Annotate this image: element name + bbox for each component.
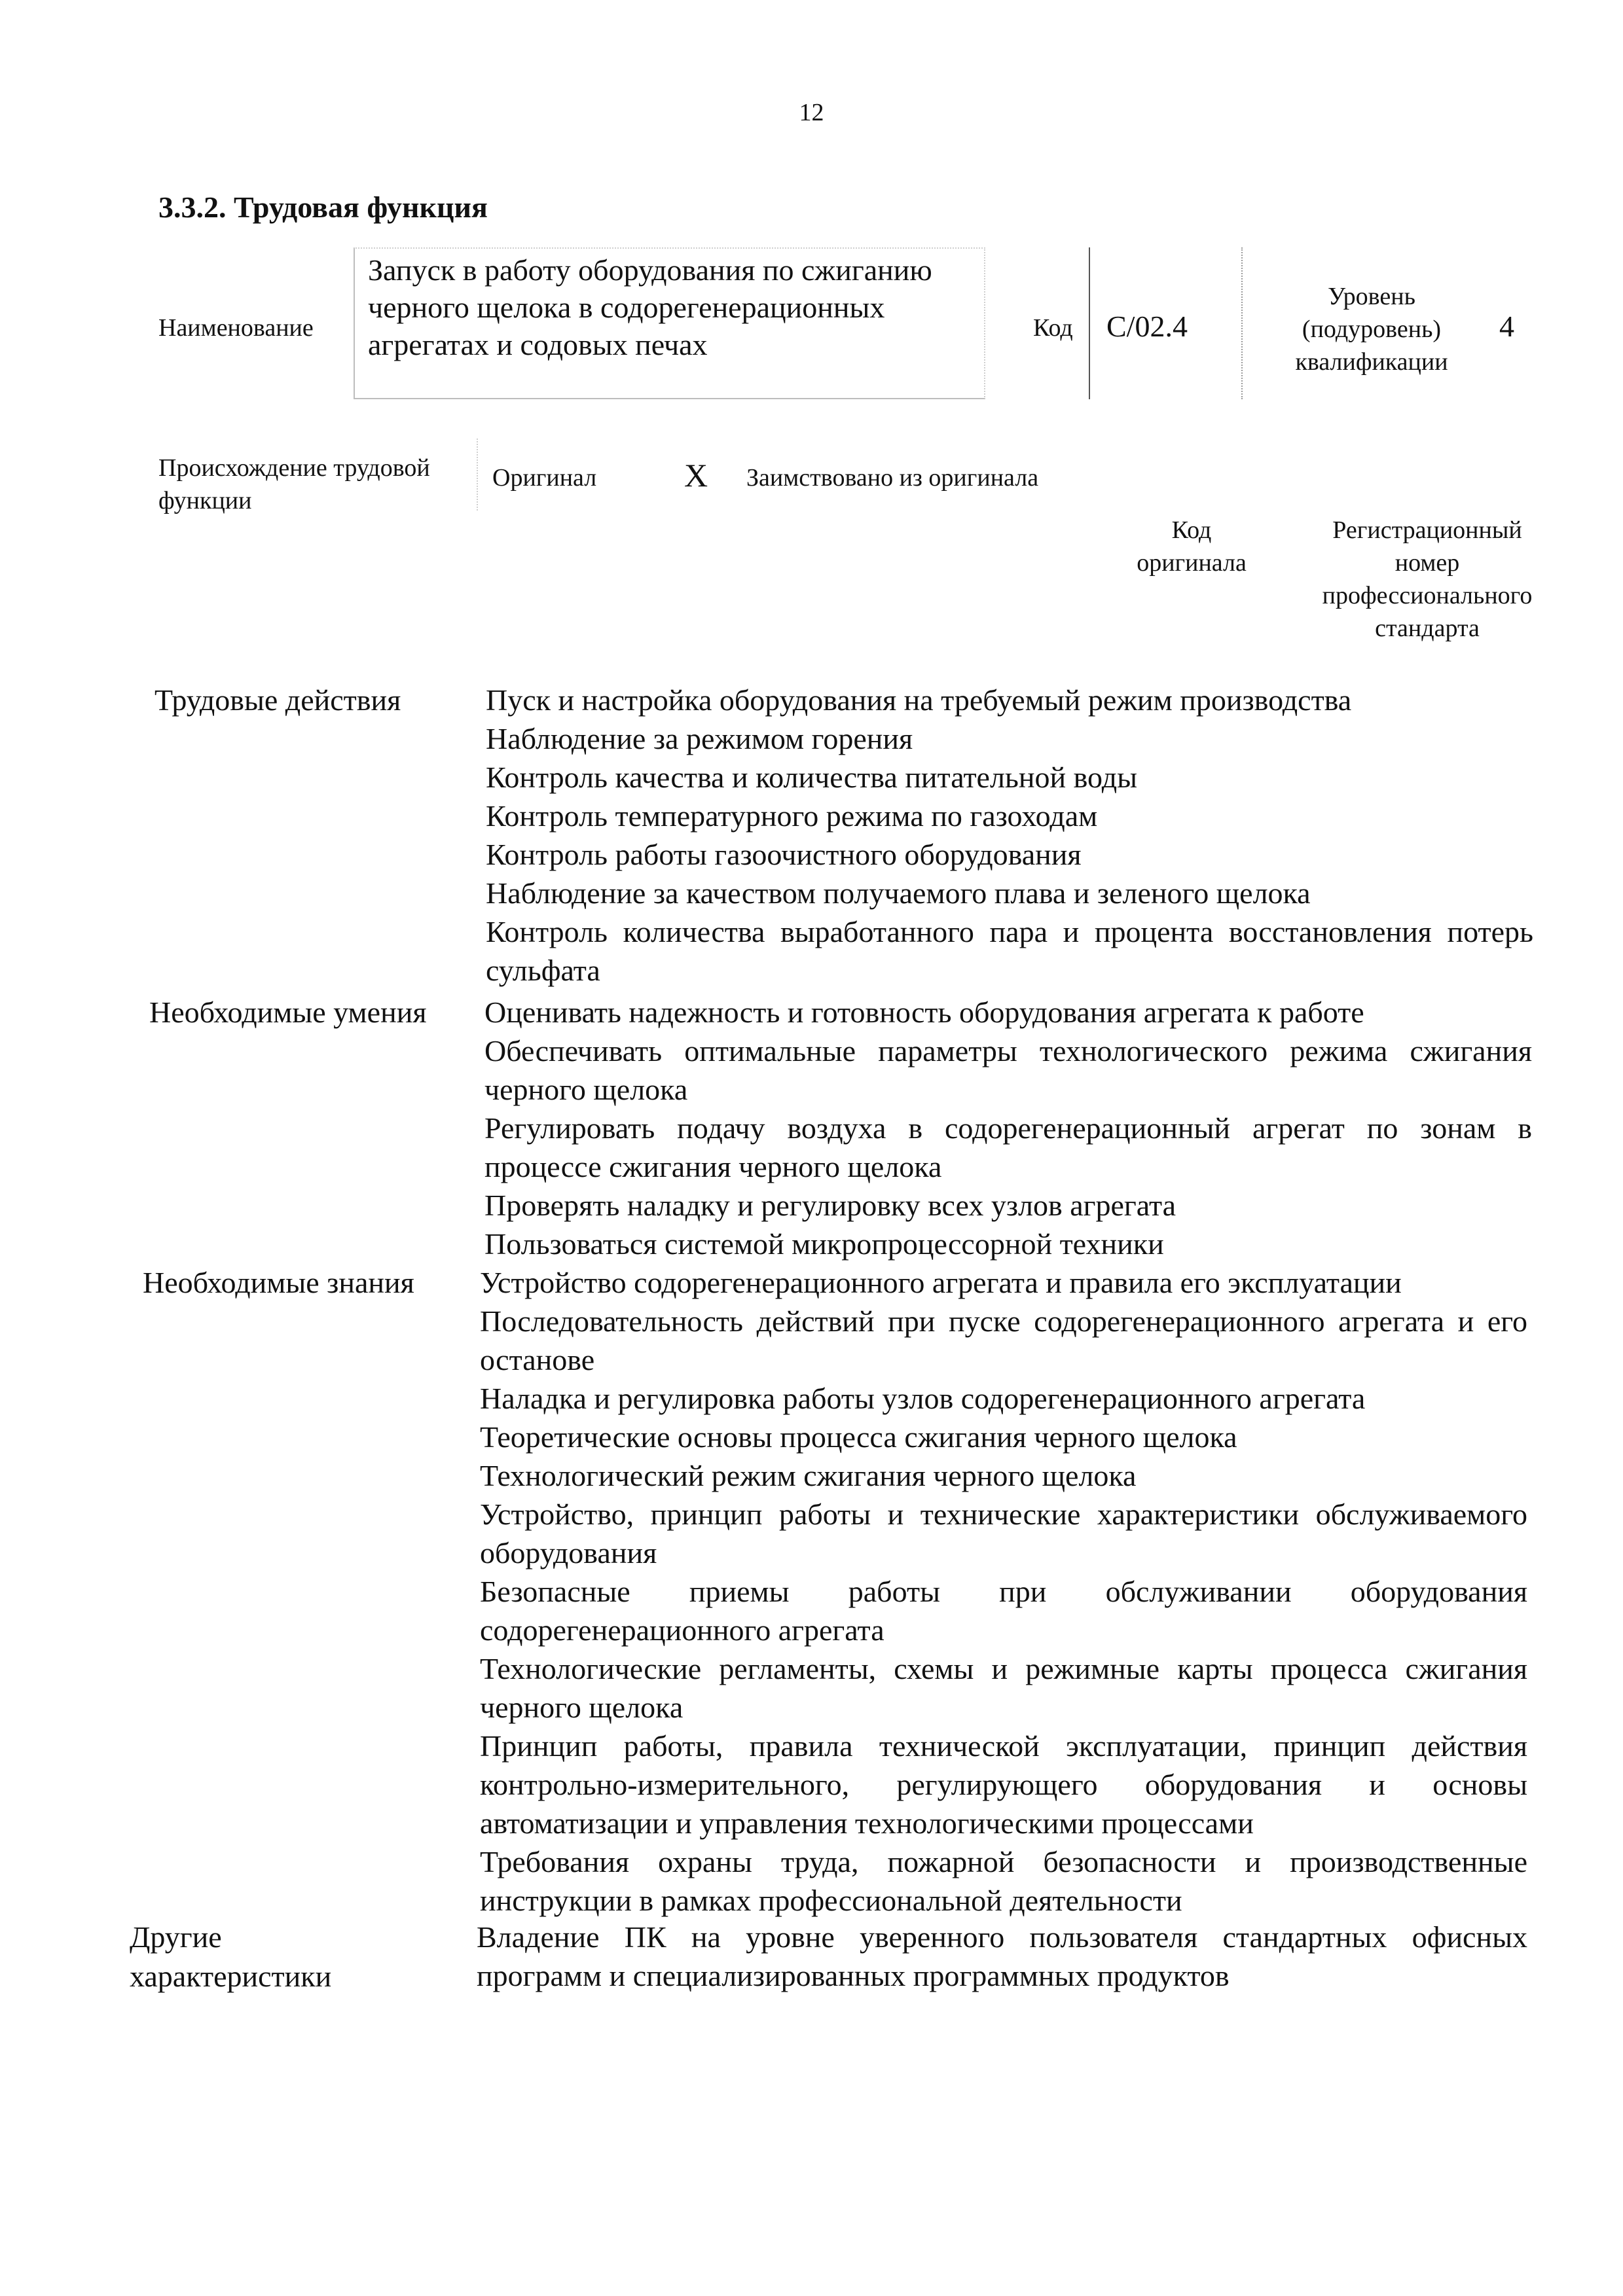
qualification-level-label: Уровень (подуровень) квалификации	[1295, 283, 1448, 376]
list-item: Требования охраны труда, пожарной безопасности и производственные инструкции в рамках профессиональной деятельности	[480, 1845, 1527, 1917]
section-title: 3.3.2. Трудовая функция	[158, 190, 488, 224]
labor-actions-list	[486, 681, 1533, 990]
borrowed-label: Заимствовано из оригинала	[746, 464, 1039, 492]
other-characteristics-list	[477, 1918, 1527, 1995]
list-item: Безопасные приемы работы при обслуживании оборудования содорегенерационного агрегата	[480, 1575, 1527, 1647]
list-item: Контроль работы газоочистного оборудования	[486, 838, 1082, 871]
list-item: Контроль температурного режима по газоходам	[486, 799, 1098, 833]
list-item: Технологический режим сжигания черного щелока	[480, 1459, 1137, 1492]
original-label: Оригинал	[492, 464, 597, 492]
list-item: Технологические регламенты, схемы и режимные карты процесса сжигания черного щелока	[480, 1652, 1527, 1724]
original-mark: X	[684, 457, 708, 493]
list-item: Теоретические основы процесса сжигания черного щелока	[480, 1420, 1237, 1454]
list-item: Устройство, принцип работы и технические характеристики обслуживаемого оборудования	[480, 1498, 1527, 1570]
list-item: Последовательность действий при пуске содорегенерационного агрегата и его останове	[480, 1304, 1527, 1376]
list-item: Обеспечивать оптимальные параметры технологического режима сжигания черного щелока	[484, 1034, 1532, 1106]
required-skills-label: Необходимые умения	[149, 996, 427, 1029]
labor-actions-label: Трудовые действия	[155, 683, 401, 717]
page-number: 12	[799, 99, 824, 126]
code-label: Код	[1033, 314, 1073, 342]
other-characteristics-label: Другие характеристики	[130, 1920, 332, 1993]
list-item: Владение ПК на уровне уверенного пользователя стандартных офисных программ и специализированных программных продуктов	[477, 1920, 1527, 1992]
list-item: Принцип работы, правила технической эксплуатации, принцип действия контрольно-измерительного, регулирующего оборудования и основы автоматизации и управления технологическими процессами	[480, 1729, 1527, 1840]
code-value: C/02.4	[1106, 310, 1188, 343]
list-item: Пользоваться системой микропроцессорной техники	[484, 1227, 1164, 1261]
list-item: Контроль качества и количества питательной воды	[486, 761, 1138, 794]
list-item: Пуск и настройка оборудования на требуемый режим производства	[486, 683, 1352, 717]
list-item: Наблюдение за качеством получаемого плава и зеленого щелока	[486, 876, 1311, 910]
required-knowledge-label: Необходимые знания	[143, 1266, 414, 1299]
list-item: Наблюдение за режимом горения	[486, 722, 913, 755]
required-skills-list	[484, 993, 1532, 1263]
required-knowledge-list	[480, 1263, 1527, 1920]
list-item: Контроль количества выработанного пара и процента восстановления потерь сульфата	[486, 915, 1533, 987]
list-item: Наладка и регулировка работы узлов содорегенерационного агрегата	[480, 1382, 1366, 1415]
origin-label: Происхождение трудовой функции	[158, 454, 430, 514]
list-item: Регулировать подачу воздуха в содорегенерационный агрегат по зонам в процессе сжигания черного щелока	[484, 1111, 1532, 1183]
list-item: Проверять наладку и регулировку всех узлов агрегата	[484, 1189, 1176, 1222]
origin-separator	[477, 439, 479, 511]
name-label: Наименование	[158, 314, 314, 342]
function-name: Запуск в работу оборудования по сжиганию черного щелока в содорегенерационных агрегатах и содовых печах	[368, 253, 932, 361]
list-item: Оценивать надежность и готовность оборудования агрегата к работе	[484, 996, 1364, 1029]
original-code-label: Код оригинала	[1137, 516, 1247, 577]
list-item: Устройство содорегенерационного агрегата и правила его эксплуатации	[480, 1266, 1402, 1299]
registration-number-label: Регистрационный номер профессионального стандарта	[1322, 516, 1533, 642]
qualification-level-value: 4	[1499, 310, 1514, 343]
